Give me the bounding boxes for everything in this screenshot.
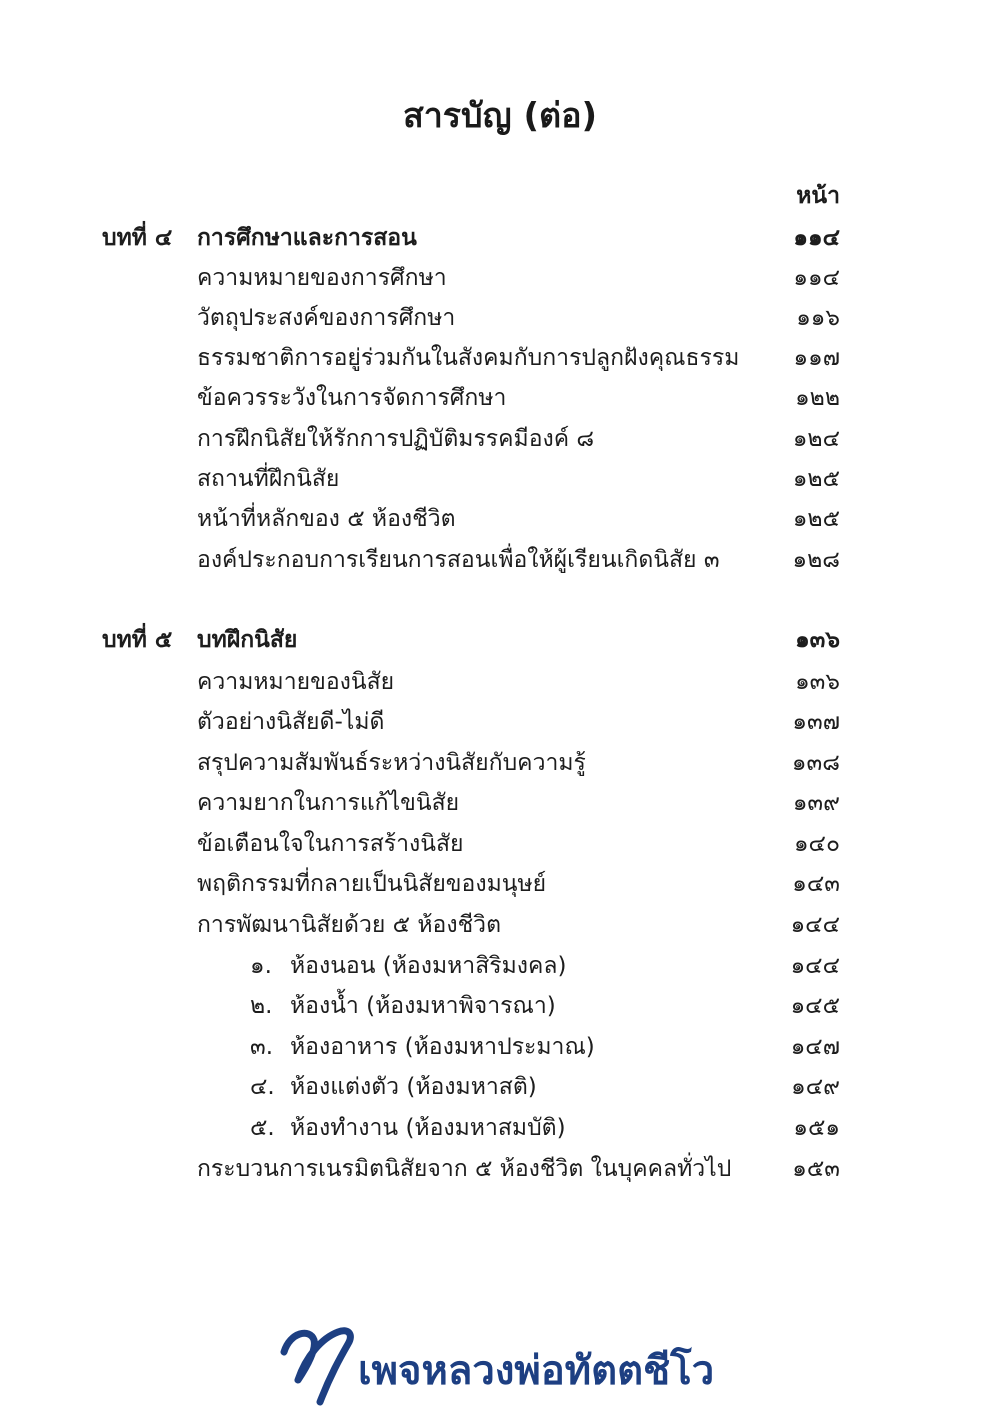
toc-entry[interactable]: [0, 258, 1000, 298]
toc-entry[interactable]: [0, 459, 1000, 499]
entry-title: หน้าที่หลักของ ๕ ห้องชีวิต: [197, 506, 456, 532]
chapter-number: บทที่ ๔: [102, 225, 173, 251]
entry-title: พฤติกรรมที่กลายเป็นนิสัยของมนุษย์: [197, 871, 547, 897]
toc-subentry[interactable]: [0, 986, 1000, 1026]
toc-entry[interactable]: [0, 378, 1000, 418]
toc-entry[interactable]: [0, 783, 1000, 823]
entry-title: สรุปความสัมพันธ์ระหว่างนิสัยกับความรู้: [197, 750, 586, 776]
page-number: ๑๔๔: [790, 953, 840, 979]
sub-number: ๔.: [250, 1074, 275, 1100]
sub-number: ๓.: [250, 1034, 274, 1060]
entry-title: ห้องอาหาร (ห้องมหาประมาณ): [290, 1034, 595, 1060]
page-logo: [276, 1318, 714, 1408]
toc-entry[interactable]: [0, 1149, 1000, 1189]
toc-entry[interactable]: [0, 662, 1000, 702]
chapter-title: บทฝึกนิสัย: [197, 627, 298, 653]
page-number: ๑๑๔: [793, 265, 840, 291]
page-number: ๑๑๔: [793, 225, 840, 251]
page-number: ๑๒๕: [792, 466, 840, 492]
page-number: ๑๓๙: [792, 790, 840, 816]
toc-entry[interactable]: [0, 338, 1000, 378]
page-number: ๑๓๘: [791, 750, 840, 776]
sub-number: ๕.: [250, 1115, 275, 1141]
entry-title: ข้อควรระวังในการจัดการศึกษา: [197, 385, 507, 411]
toc-entry[interactable]: [0, 824, 1000, 864]
page-number: ๑๓๖: [795, 669, 840, 695]
page-number: ๑๔๔: [790, 912, 840, 938]
chapter-title: การศึกษาและการสอน: [197, 225, 417, 251]
toc-subentry[interactable]: [0, 1108, 1000, 1148]
entry-title: วัตถุประสงค์ของการศึกษา: [197, 305, 456, 331]
entry-title: ตัวอย่างนิสัยดี-ไม่ดี: [197, 709, 385, 735]
toc-subentry[interactable]: [0, 1027, 1000, 1067]
toc-entry[interactable]: [0, 540, 1000, 580]
entry-title: ห้องทำงาน (ห้องมหาสมบัติ): [290, 1115, 566, 1141]
page-number: ๑๕๓: [792, 1156, 840, 1182]
entry-title: ห้องแต่งตัว (ห้องมหาสติ): [290, 1074, 537, 1100]
toc-chapter-5[interactable]: [0, 620, 1000, 660]
page-number: ๑๓๖: [795, 627, 840, 653]
toc-entry[interactable]: [0, 702, 1000, 742]
sub-number: ๑.: [250, 953, 272, 979]
toc-entry[interactable]: [0, 905, 1000, 945]
entry-title: ความยากในการแก้ไขนิสัย: [197, 790, 460, 816]
page-number: ๑๔๕: [790, 993, 840, 1019]
sub-number: ๒.: [250, 993, 273, 1019]
entry-title: ห้องนอน (ห้องมหาสิริมงคล): [290, 953, 567, 979]
chapter-number: บทที่ ๕: [102, 627, 173, 653]
page-number: ๑๒๘: [792, 547, 840, 573]
toc-entry[interactable]: [0, 743, 1000, 783]
entry-title: ความหมายของการศึกษา: [197, 265, 447, 291]
toc-entry[interactable]: [0, 298, 1000, 338]
entry-title: การฝึกนิสัยให้รักการปฏิบัติมรรคมีองค์ ๘: [197, 426, 595, 452]
entry-title: องค์ประกอบการเรียนการสอนเพื่อให้ผู้เรียนเกิดนิสัย ๓: [197, 547, 720, 573]
entry-title: ความหมายของนิสัย: [197, 669, 395, 695]
page-number: ๑๔๓: [792, 871, 840, 897]
page-number: ๑๕๑: [793, 1115, 840, 1141]
handwritten-logo-mark-icon: [276, 1322, 356, 1408]
toc-subentry[interactable]: [0, 1067, 1000, 1107]
entry-title: ห้องน้ำ (ห้องมหาพิจารณา): [290, 993, 556, 1019]
page-number: ๑๓๗: [792, 709, 840, 735]
entry-title: ข้อเตือนใจในการสร้างนิสัย: [197, 831, 464, 857]
entry-title: การพัฒนานิสัยด้วย ๕ ห้องชีวิต: [197, 912, 502, 938]
page-number: ๑๑๗: [793, 345, 840, 371]
toc-subentry[interactable]: [0, 946, 1000, 986]
page-number: ๑๒๒: [795, 385, 840, 411]
page-number: ๑๑๖: [796, 305, 840, 331]
toc-entry[interactable]: [0, 419, 1000, 459]
page-title: สารบัญ (ต่อ): [402, 96, 598, 136]
entry-title: ธรรมชาติการอยู่ร่วมกันในสังคมกับการปลูกฝังคุณธรรม: [197, 345, 740, 371]
page-number: ๑๔๙: [791, 1074, 840, 1100]
page-number: ๑๒๔: [792, 426, 840, 452]
toc-entry[interactable]: [0, 864, 1000, 904]
entry-title: สถานที่ฝึกนิสัย: [197, 466, 340, 492]
page-number: ๑๒๕: [792, 506, 840, 532]
page-column-header: หน้า: [796, 183, 840, 209]
toc-chapter-4[interactable]: [0, 218, 1000, 258]
entry-title: กระบวนการเนรมิตนิสัยจาก ๕ ห้องชีวิต ในบุคคลทั่วไป: [197, 1156, 732, 1182]
logo-text: เพจหลวงพ่อทัตตชีโว: [358, 1348, 715, 1394]
page-number: ๑๔๐: [793, 831, 840, 857]
page-number: ๑๔๗: [790, 1034, 840, 1060]
toc-entry[interactable]: [0, 499, 1000, 539]
